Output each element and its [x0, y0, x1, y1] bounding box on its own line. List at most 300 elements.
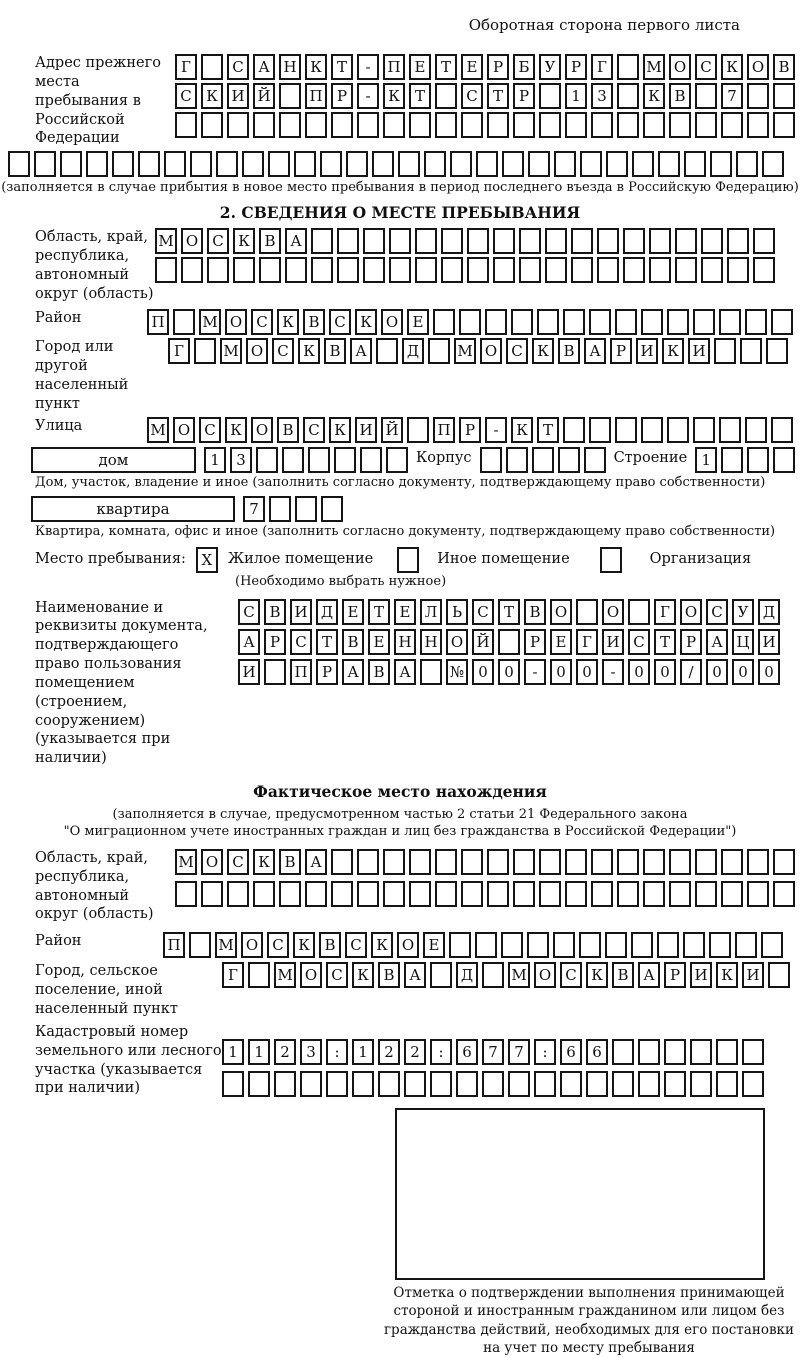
- char-cell[interactable]: К: [329, 417, 351, 443]
- char-cell[interactable]: С: [461, 83, 483, 109]
- char-cell[interactable]: Л: [420, 599, 442, 625]
- char-cell[interactable]: -: [485, 417, 507, 443]
- char-cell[interactable]: 7: [721, 83, 743, 109]
- char-cell[interactable]: Т: [331, 54, 353, 80]
- char-cell[interactable]: [747, 881, 769, 907]
- char-cell[interactable]: [617, 54, 639, 80]
- char-cell[interactable]: К: [298, 338, 320, 364]
- char-cell[interactable]: [487, 849, 509, 875]
- char-cell[interactable]: [684, 151, 706, 177]
- char-cell[interactable]: К: [352, 962, 374, 988]
- char-cell[interactable]: [716, 1071, 738, 1097]
- char-cell[interactable]: [545, 257, 567, 283]
- char-cell[interactable]: [747, 83, 769, 109]
- char-cell[interactable]: С: [560, 962, 582, 988]
- char-cell[interactable]: [424, 151, 446, 177]
- char-cell[interactable]: [189, 932, 211, 958]
- char-cell[interactable]: [747, 849, 769, 875]
- char-cell[interactable]: [435, 849, 457, 875]
- char-cell[interactable]: [580, 151, 602, 177]
- char-cell[interactable]: [409, 112, 431, 138]
- char-cell[interactable]: С: [238, 599, 260, 625]
- char-cell[interactable]: [519, 228, 541, 254]
- char-cell[interactable]: [248, 1071, 270, 1097]
- char-cell[interactable]: [690, 1039, 712, 1065]
- char-cell[interactable]: П: [163, 932, 185, 958]
- char-cell[interactable]: [586, 1071, 608, 1097]
- char-cell[interactable]: [606, 151, 628, 177]
- char-cell[interactable]: [643, 112, 665, 138]
- char-cell[interactable]: [721, 112, 743, 138]
- char-cell[interactable]: Г: [222, 962, 244, 988]
- char-cell[interactable]: [527, 932, 549, 958]
- char-cell[interactable]: [256, 447, 278, 473]
- char-cell[interactable]: [628, 599, 650, 625]
- char-cell[interactable]: Ц: [732, 629, 754, 655]
- char-cell[interactable]: [372, 151, 394, 177]
- char-cell[interactable]: [378, 1071, 400, 1097]
- char-cell[interactable]: Р: [524, 629, 546, 655]
- char-cell[interactable]: С: [199, 417, 221, 443]
- char-cell[interactable]: И: [742, 962, 764, 988]
- char-cell[interactable]: [695, 83, 717, 109]
- char-cell[interactable]: [459, 309, 481, 335]
- char-cell[interactable]: [683, 932, 705, 958]
- char-cell[interactable]: [773, 447, 795, 473]
- char-cell[interactable]: [264, 659, 286, 685]
- char-cell[interactable]: О: [397, 932, 419, 958]
- char-cell[interactable]: [513, 112, 535, 138]
- char-cell[interactable]: [279, 112, 301, 138]
- char-cell[interactable]: [579, 932, 601, 958]
- char-cell[interactable]: [534, 1071, 556, 1097]
- char-cell[interactable]: [716, 1039, 738, 1065]
- char-cell[interactable]: [383, 849, 405, 875]
- char-cell[interactable]: [493, 257, 515, 283]
- char-cell[interactable]: [482, 1071, 504, 1097]
- char-cell[interactable]: В: [524, 599, 546, 625]
- char-cell[interactable]: 7: [243, 496, 265, 522]
- char-cell[interactable]: [664, 1071, 686, 1097]
- char-cell[interactable]: 0: [550, 659, 572, 685]
- char-cell[interactable]: [560, 1071, 582, 1097]
- char-cell[interactable]: [545, 228, 567, 254]
- char-cell[interactable]: С: [303, 417, 325, 443]
- char-cell[interactable]: [617, 849, 639, 875]
- char-cell[interactable]: О: [534, 962, 556, 988]
- char-cell[interactable]: [675, 228, 697, 254]
- char-cell[interactable]: Т: [409, 83, 431, 109]
- char-cell[interactable]: Т: [368, 599, 390, 625]
- char-cell[interactable]: [558, 447, 580, 473]
- char-cell[interactable]: [669, 112, 691, 138]
- char-cell[interactable]: [467, 257, 489, 283]
- char-cell[interactable]: К: [277, 309, 299, 335]
- char-cell[interactable]: П: [305, 83, 327, 109]
- char-cell[interactable]: [441, 257, 463, 283]
- char-cell[interactable]: [742, 1071, 764, 1097]
- char-cell[interactable]: [768, 962, 790, 988]
- char-cell[interactable]: [762, 151, 784, 177]
- char-cell[interactable]: [430, 1071, 452, 1097]
- char-cell[interactable]: В: [558, 338, 580, 364]
- char-cell[interactable]: О: [173, 417, 195, 443]
- char-cell[interactable]: [638, 1039, 660, 1065]
- char-cell[interactable]: С: [290, 629, 312, 655]
- char-cell[interactable]: Н: [420, 629, 442, 655]
- char-cell[interactable]: Р: [610, 338, 632, 364]
- char-cell[interactable]: К: [511, 417, 533, 443]
- char-cell[interactable]: [506, 447, 528, 473]
- char-cell[interactable]: [675, 257, 697, 283]
- char-cell[interactable]: [389, 228, 411, 254]
- char-cell[interactable]: Г: [591, 54, 613, 80]
- char-cell[interactable]: М: [274, 962, 296, 988]
- char-cell[interactable]: Р: [513, 83, 535, 109]
- char-cell[interactable]: [539, 849, 561, 875]
- char-cell[interactable]: О: [602, 599, 624, 625]
- char-cell[interactable]: 3: [591, 83, 613, 109]
- char-cell[interactable]: [623, 228, 645, 254]
- char-cell[interactable]: [295, 496, 317, 522]
- char-cell[interactable]: [721, 447, 743, 473]
- char-cell[interactable]: [201, 54, 223, 80]
- char-cell[interactable]: [693, 309, 715, 335]
- char-cell[interactable]: [714, 338, 736, 364]
- char-cell[interactable]: И: [688, 338, 710, 364]
- char-cell[interactable]: [441, 228, 463, 254]
- char-cell[interactable]: :: [430, 1039, 452, 1065]
- char-cell[interactable]: [753, 257, 775, 283]
- char-cell[interactable]: А: [638, 962, 660, 988]
- char-cell[interactable]: [727, 228, 749, 254]
- char-cell[interactable]: [320, 151, 342, 177]
- char-cell[interactable]: [742, 1039, 764, 1065]
- checkbox-organizatsiya[interactable]: [600, 547, 622, 573]
- char-cell[interactable]: А: [394, 659, 416, 685]
- char-cell[interactable]: С: [506, 338, 528, 364]
- char-cell[interactable]: О: [300, 962, 322, 988]
- char-cell[interactable]: [643, 849, 665, 875]
- char-cell[interactable]: [719, 417, 741, 443]
- char-cell[interactable]: [321, 496, 343, 522]
- char-cell[interactable]: [658, 151, 680, 177]
- char-cell[interactable]: [669, 849, 691, 875]
- char-cell[interactable]: У: [539, 54, 561, 80]
- char-cell[interactable]: О: [225, 309, 247, 335]
- char-cell[interactable]: С: [251, 309, 273, 335]
- char-cell[interactable]: [305, 112, 327, 138]
- char-cell[interactable]: [719, 309, 741, 335]
- char-cell[interactable]: Е: [461, 54, 483, 80]
- char-cell[interactable]: [467, 228, 489, 254]
- char-cell[interactable]: А: [350, 338, 372, 364]
- char-cell[interactable]: Е: [407, 309, 429, 335]
- char-cell[interactable]: [331, 849, 353, 875]
- char-cell[interactable]: [487, 112, 509, 138]
- char-cell[interactable]: Г: [168, 338, 190, 364]
- char-cell[interactable]: [360, 447, 382, 473]
- char-cell[interactable]: [565, 881, 587, 907]
- char-cell[interactable]: [430, 962, 452, 988]
- char-cell[interactable]: Д: [456, 962, 478, 988]
- char-cell[interactable]: [308, 447, 330, 473]
- char-cell[interactable]: [565, 112, 587, 138]
- char-cell[interactable]: В: [669, 83, 691, 109]
- char-cell[interactable]: А: [285, 228, 307, 254]
- char-cell[interactable]: [539, 112, 561, 138]
- char-cell[interactable]: У: [732, 599, 754, 625]
- char-cell[interactable]: В: [279, 849, 301, 875]
- char-cell[interactable]: [563, 417, 585, 443]
- checkbox-inoe-pomeshchenie[interactable]: [397, 547, 419, 573]
- char-cell[interactable]: В: [773, 54, 795, 80]
- char-cell[interactable]: [253, 112, 275, 138]
- char-cell[interactable]: Н: [394, 629, 416, 655]
- char-cell[interactable]: [669, 881, 691, 907]
- char-cell[interactable]: А: [253, 54, 275, 80]
- char-cell[interactable]: [701, 228, 723, 254]
- char-cell[interactable]: [242, 151, 264, 177]
- char-cell[interactable]: О: [246, 338, 268, 364]
- char-cell[interactable]: [508, 1071, 530, 1097]
- char-cell[interactable]: [612, 1071, 634, 1097]
- char-cell[interactable]: [667, 309, 689, 335]
- char-cell[interactable]: [269, 496, 291, 522]
- char-cell[interactable]: [584, 447, 606, 473]
- char-cell[interactable]: Р: [459, 417, 481, 443]
- char-cell[interactable]: [513, 881, 535, 907]
- char-cell[interactable]: [376, 338, 398, 364]
- char-cell[interactable]: Й: [381, 417, 403, 443]
- char-cell[interactable]: №: [446, 659, 468, 685]
- char-cell[interactable]: О: [241, 932, 263, 958]
- char-cell[interactable]: А: [342, 659, 364, 685]
- char-cell[interactable]: [605, 932, 627, 958]
- char-cell[interactable]: :: [326, 1039, 348, 1065]
- char-cell[interactable]: :: [534, 1039, 556, 1065]
- char-cell[interactable]: [493, 228, 515, 254]
- char-cell[interactable]: М: [643, 54, 665, 80]
- char-cell[interactable]: [409, 849, 431, 875]
- char-cell[interactable]: И: [355, 417, 377, 443]
- char-cell[interactable]: [181, 257, 203, 283]
- char-cell[interactable]: К: [721, 54, 743, 80]
- char-cell[interactable]: [597, 228, 619, 254]
- char-cell[interactable]: К: [662, 338, 684, 364]
- char-cell[interactable]: [591, 112, 613, 138]
- char-cell[interactable]: В: [612, 962, 634, 988]
- char-cell[interactable]: 1: [222, 1039, 244, 1065]
- char-cell[interactable]: [690, 1071, 712, 1097]
- char-cell[interactable]: 0: [732, 659, 754, 685]
- char-cell[interactable]: Ь: [446, 599, 468, 625]
- char-cell[interactable]: [638, 1071, 660, 1097]
- char-cell[interactable]: [476, 151, 498, 177]
- char-cell[interactable]: [649, 228, 671, 254]
- char-cell[interactable]: [631, 932, 653, 958]
- char-cell[interactable]: Р: [565, 54, 587, 80]
- char-cell[interactable]: [386, 447, 408, 473]
- char-cell[interactable]: [449, 932, 471, 958]
- char-cell[interactable]: Т: [487, 83, 509, 109]
- char-cell[interactable]: И: [690, 962, 712, 988]
- char-cell[interactable]: [415, 228, 437, 254]
- char-cell[interactable]: [201, 881, 223, 907]
- char-cell[interactable]: [643, 881, 665, 907]
- char-cell[interactable]: 7: [508, 1039, 530, 1065]
- char-cell[interactable]: [233, 257, 255, 283]
- char-cell[interactable]: [435, 83, 457, 109]
- char-cell[interactable]: [60, 151, 82, 177]
- char-cell[interactable]: [112, 151, 134, 177]
- char-cell[interactable]: [435, 881, 457, 907]
- char-cell[interactable]: С: [175, 83, 197, 109]
- char-cell[interactable]: 0: [758, 659, 780, 685]
- char-cell[interactable]: И: [227, 83, 249, 109]
- char-cell[interactable]: [34, 151, 56, 177]
- char-cell[interactable]: [641, 417, 663, 443]
- char-cell[interactable]: [8, 151, 30, 177]
- char-cell[interactable]: [771, 417, 793, 443]
- char-cell[interactable]: С: [329, 309, 351, 335]
- char-cell[interactable]: [735, 932, 757, 958]
- char-cell[interactable]: К: [383, 83, 405, 109]
- char-cell[interactable]: [461, 881, 483, 907]
- char-cell[interactable]: В: [324, 338, 346, 364]
- char-cell[interactable]: Т: [537, 417, 559, 443]
- char-cell[interactable]: [194, 338, 216, 364]
- char-cell[interactable]: 6: [456, 1039, 478, 1065]
- char-cell[interactable]: [175, 112, 197, 138]
- char-cell[interactable]: [565, 849, 587, 875]
- char-cell[interactable]: 1: [248, 1039, 270, 1065]
- char-cell[interactable]: И: [238, 659, 260, 685]
- char-cell[interactable]: [501, 932, 523, 958]
- char-cell[interactable]: [305, 881, 327, 907]
- char-cell[interactable]: К: [233, 228, 255, 254]
- char-cell[interactable]: С: [207, 228, 229, 254]
- char-cell[interactable]: [164, 151, 186, 177]
- char-cell[interactable]: [346, 151, 368, 177]
- char-cell[interactable]: [383, 881, 405, 907]
- char-cell[interactable]: [623, 257, 645, 283]
- char-cell[interactable]: О: [201, 849, 223, 875]
- char-cell[interactable]: Т: [316, 629, 338, 655]
- char-cell[interactable]: [331, 881, 353, 907]
- char-cell[interactable]: [331, 112, 353, 138]
- char-cell[interactable]: [591, 881, 613, 907]
- kvartira-box[interactable]: [31, 496, 235, 522]
- char-cell[interactable]: [480, 447, 502, 473]
- char-cell[interactable]: [695, 849, 717, 875]
- char-cell[interactable]: А: [404, 962, 426, 988]
- char-cell[interactable]: Г: [576, 629, 598, 655]
- char-cell[interactable]: Г: [175, 54, 197, 80]
- char-cell[interactable]: [615, 309, 637, 335]
- char-cell[interactable]: И: [758, 629, 780, 655]
- char-cell[interactable]: А: [238, 629, 260, 655]
- char-cell[interactable]: [450, 151, 472, 177]
- char-cell[interactable]: [485, 309, 507, 335]
- checkbox-zhiloe-pomeshchenie[interactable]: X: [196, 547, 218, 573]
- char-cell[interactable]: [482, 962, 504, 988]
- char-cell[interactable]: [253, 881, 275, 907]
- char-cell[interactable]: [721, 881, 743, 907]
- char-cell[interactable]: 0: [654, 659, 676, 685]
- char-cell[interactable]: 1: [695, 447, 717, 473]
- char-cell[interactable]: [311, 257, 333, 283]
- char-cell[interactable]: 6: [560, 1039, 582, 1065]
- char-cell[interactable]: [745, 309, 767, 335]
- char-cell[interactable]: [563, 309, 585, 335]
- char-cell[interactable]: [357, 112, 379, 138]
- char-cell[interactable]: [641, 309, 663, 335]
- char-cell[interactable]: 0: [498, 659, 520, 685]
- char-cell[interactable]: [398, 151, 420, 177]
- char-cell[interactable]: Н: [279, 54, 301, 80]
- char-cell[interactable]: [511, 309, 533, 335]
- char-cell[interactable]: [352, 1071, 374, 1097]
- char-cell[interactable]: [175, 881, 197, 907]
- char-cell[interactable]: [539, 83, 561, 109]
- char-cell[interactable]: В: [319, 932, 341, 958]
- char-cell[interactable]: В: [368, 659, 390, 685]
- char-cell[interactable]: [259, 257, 281, 283]
- char-cell[interactable]: Е: [342, 599, 364, 625]
- char-cell[interactable]: [710, 151, 732, 177]
- char-cell[interactable]: [532, 447, 554, 473]
- char-cell[interactable]: Й: [472, 629, 494, 655]
- char-cell[interactable]: [409, 881, 431, 907]
- char-cell[interactable]: [420, 659, 442, 685]
- char-cell[interactable]: 2: [404, 1039, 426, 1065]
- char-cell[interactable]: [747, 112, 769, 138]
- char-cell[interactable]: К: [355, 309, 377, 335]
- char-cell[interactable]: [736, 151, 758, 177]
- char-cell[interactable]: О: [747, 54, 769, 80]
- char-cell[interactable]: С: [706, 599, 728, 625]
- char-cell[interactable]: [216, 151, 238, 177]
- char-cell[interactable]: 0: [706, 659, 728, 685]
- char-cell[interactable]: [740, 338, 762, 364]
- char-cell[interactable]: [475, 932, 497, 958]
- char-cell[interactable]: С: [345, 932, 367, 958]
- char-cell[interactable]: 0: [472, 659, 494, 685]
- char-cell[interactable]: -: [357, 54, 379, 80]
- char-cell[interactable]: А: [305, 849, 327, 875]
- char-cell[interactable]: Е: [394, 599, 416, 625]
- char-cell[interactable]: Р: [680, 629, 702, 655]
- char-cell[interactable]: Р: [316, 659, 338, 685]
- char-cell[interactable]: [487, 881, 509, 907]
- char-cell[interactable]: 7: [482, 1039, 504, 1065]
- char-cell[interactable]: О: [669, 54, 691, 80]
- char-cell[interactable]: [415, 257, 437, 283]
- char-cell[interactable]: [721, 849, 743, 875]
- char-cell[interactable]: [615, 417, 637, 443]
- char-cell[interactable]: [428, 338, 450, 364]
- char-cell[interactable]: [337, 257, 359, 283]
- char-cell[interactable]: 1: [565, 83, 587, 109]
- char-cell[interactable]: [279, 83, 301, 109]
- char-cell[interactable]: [227, 112, 249, 138]
- char-cell[interactable]: А: [706, 629, 728, 655]
- char-cell[interactable]: П: [433, 417, 455, 443]
- char-cell[interactable]: [433, 309, 455, 335]
- char-cell[interactable]: [519, 257, 541, 283]
- char-cell[interactable]: [86, 151, 108, 177]
